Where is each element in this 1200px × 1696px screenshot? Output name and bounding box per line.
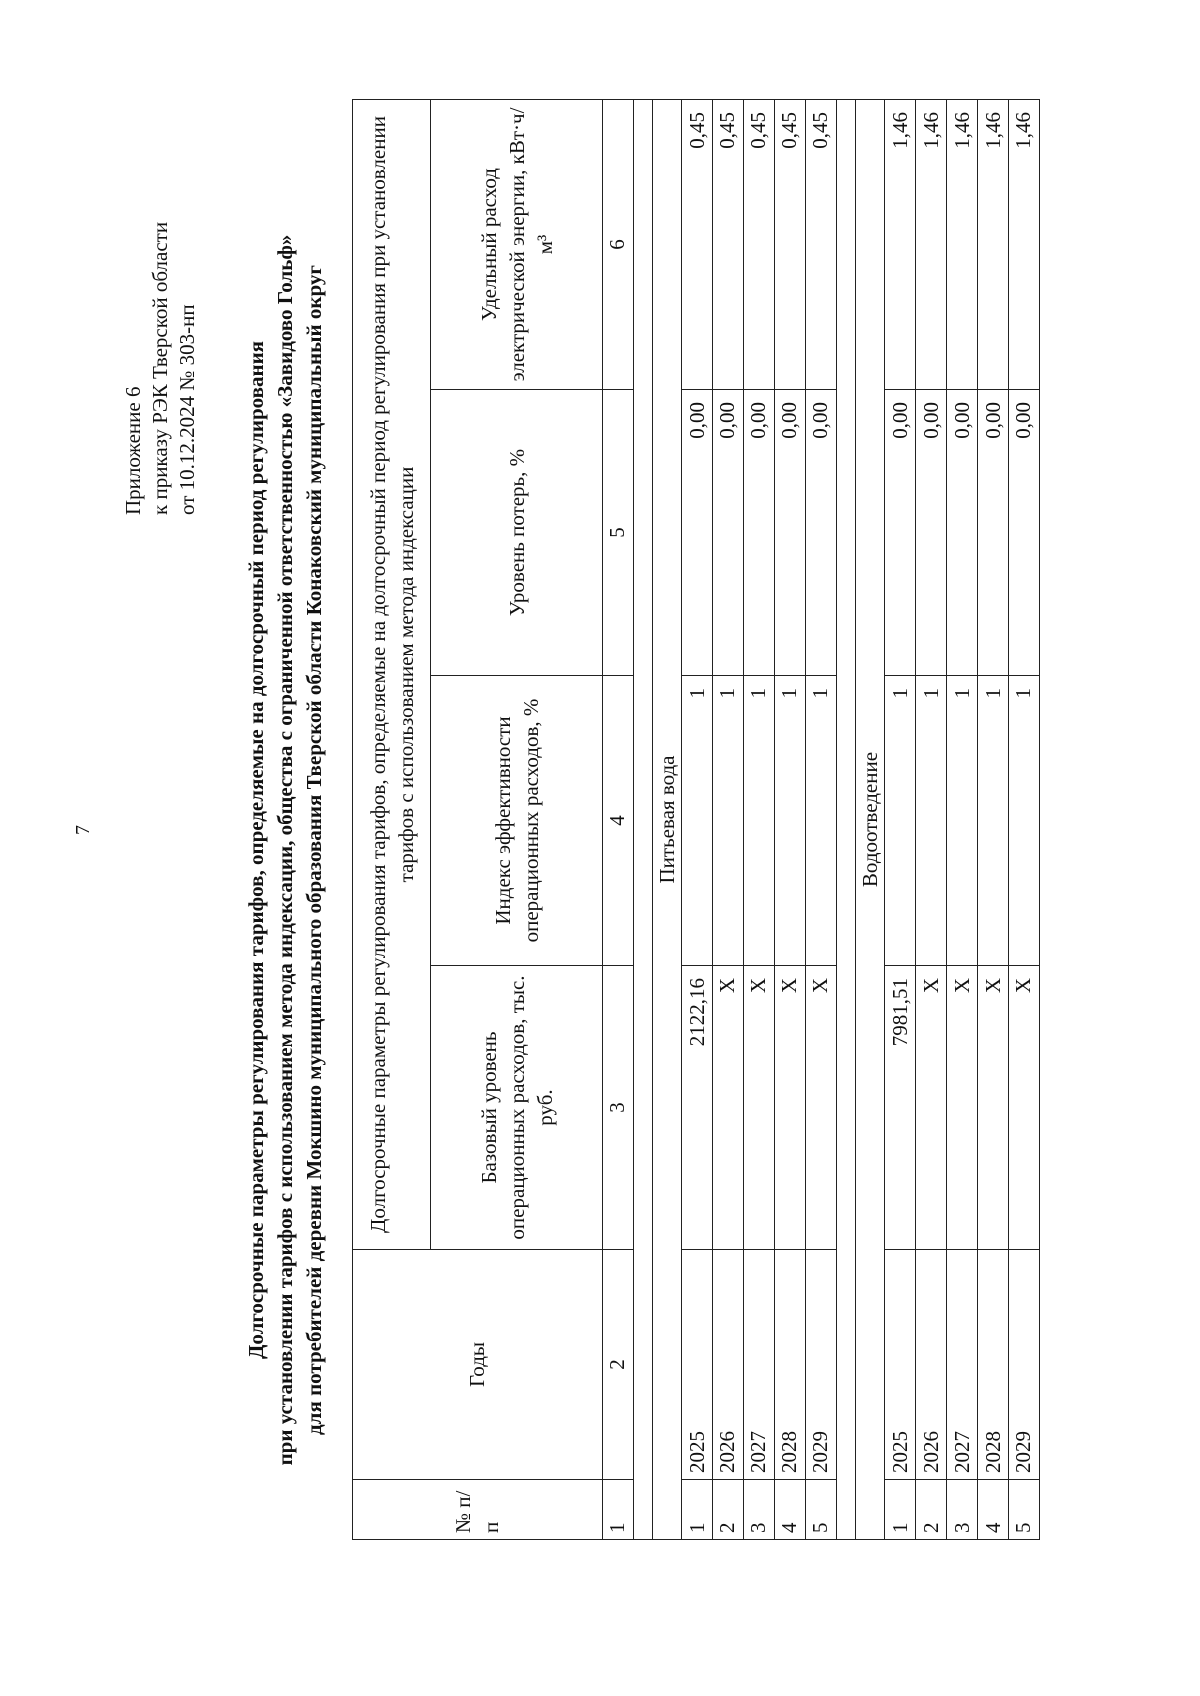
cell-base: X [712,966,743,1250]
section-title: Водоотведение [856,100,885,1540]
table-row [743,100,774,1540]
title-line-1: Долгосрочные параметры регулирования тарифов, определяемые на долгосрочный период регулирования [244,340,268,1360]
cell-num: 2 [712,1480,743,1540]
cell-year: 2026 [916,1250,947,1480]
table-row [978,100,1009,1540]
title-line-2: при установлении тарифов с использованием метода индексации, общества с ограниченной ответственностью «Завидово Гольф» [273,234,297,1466]
table-row [682,100,713,1540]
col-number-1: 1 [602,1480,633,1540]
header-base-opex: Базовый уровень операционных расходов, тыс. руб. [431,966,602,1250]
table-row [885,100,916,1540]
cell-loss: 0,00 [712,390,743,676]
cell-energy: 0,45 [805,100,836,390]
cell-energy: 1,46 [947,100,978,390]
header-loss-level: Уровень потерь, % [431,390,602,676]
cell-num: 3 [947,1480,978,1540]
cell-energy: 1,46 [916,100,947,390]
cell-year: 2026 [712,1250,743,1480]
cell-loss: 0,00 [947,390,978,676]
title-line-3: для потребителей деревни Мокшино муниципального образования Тверской области Конаковский муниципальный округ [302,265,326,1435]
section-drinking-water [633,100,836,1540]
cell-index: 1 [916,676,947,966]
cell-energy: 0,45 [743,100,774,390]
cell-year: 2029 [1008,1250,1039,1480]
cell-base: X [1008,966,1039,1250]
cell-loss: 0,00 [743,390,774,676]
cell-num: 1 [885,1480,916,1540]
cell-energy: 1,46 [1008,100,1039,390]
header-efficiency-index: Индекс эффективности операционных расходов, % [431,676,602,966]
header-energy-consumption: Удельный расход электрической энергии, кВт·ч/м³ [431,100,602,390]
cell-loss: 0,00 [774,390,805,676]
cell-base: 2122,16 [682,966,713,1250]
header-year: Годы [353,1250,603,1480]
table-row [916,100,947,1540]
annex-line-3: от 10.12.2024 № 303-нп [175,304,199,515]
header-num: № п/п [353,1480,603,1540]
cell-index: 1 [805,676,836,966]
cell-energy: 0,45 [712,100,743,390]
tariff-parameters-table [352,99,1040,1540]
cell-index: 1 [947,676,978,966]
cell-base: X [947,966,978,1250]
cell-index: 1 [1008,676,1039,966]
col-number-3: 3 [602,966,633,1250]
cell-index: 1 [885,676,916,966]
cell-index: 1 [743,676,774,966]
cell-base: 7981,51 [885,966,916,1250]
annex-block [120,75,201,515]
cell-index: 1 [774,676,805,966]
cell-loss: 0,00 [978,390,1009,676]
rotated-page-content [110,60,1110,1640]
table-row [947,100,978,1540]
col-number-5: 5 [602,390,633,676]
cell-num: 3 [743,1480,774,1540]
cell-loss: 0,00 [885,390,916,676]
table-row [805,100,836,1540]
table-row [1008,100,1039,1540]
document-title [242,60,329,1640]
cell-energy: 0,45 [774,100,805,390]
cell-index: 1 [712,676,743,966]
cell-index: 1 [978,676,1009,966]
cell-base: X [743,966,774,1250]
section-title: Питьевая вода [653,100,682,1540]
cell-base: X [805,966,836,1250]
cell-loss: 0,00 [1008,390,1039,676]
column-numbers-row [602,100,633,1540]
table-row [774,100,805,1540]
cell-loss: 0,00 [805,390,836,676]
cell-num: 5 [1008,1480,1039,1540]
cell-energy: 1,46 [885,100,916,390]
cell-num: 5 [805,1480,836,1540]
cell-base: X [774,966,805,1250]
cell-year: 2025 [885,1250,916,1480]
cell-year: 2029 [805,1250,836,1480]
cell-year: 2027 [947,1250,978,1480]
cell-num: 1 [682,1480,713,1540]
cell-year: 2028 [774,1250,805,1480]
col-number-6: 6 [602,100,633,390]
cell-num: 2 [916,1480,947,1540]
table-row [712,100,743,1540]
section-wastewater [836,100,1039,1540]
cell-num: 4 [978,1480,1009,1540]
cell-energy: 1,46 [978,100,1009,390]
annex-line-2: к приказу РЭК Тверской области [148,221,172,515]
cell-base: X [978,966,1009,1250]
cell-loss: 0,00 [916,390,947,676]
cell-base: X [916,966,947,1250]
annex-line-1: Приложение 6 [121,386,145,515]
cell-year: 2027 [743,1250,774,1480]
cell-year: 2025 [682,1250,713,1480]
col-number-4: 4 [602,676,633,966]
cell-year: 2028 [978,1250,1009,1480]
cell-loss: 0,00 [682,390,713,676]
cell-num: 4 [774,1480,805,1540]
col-number-2: 2 [602,1250,633,1480]
header-group: Долгосрочные параметры регулирования тарифов, определяемые на долгосрочный период регулирования при установлении тарифов с использованием метода индексации [353,100,431,1250]
cell-index: 1 [682,676,713,966]
page-number: 7 [72,825,94,835]
cell-energy: 0,45 [682,100,713,390]
